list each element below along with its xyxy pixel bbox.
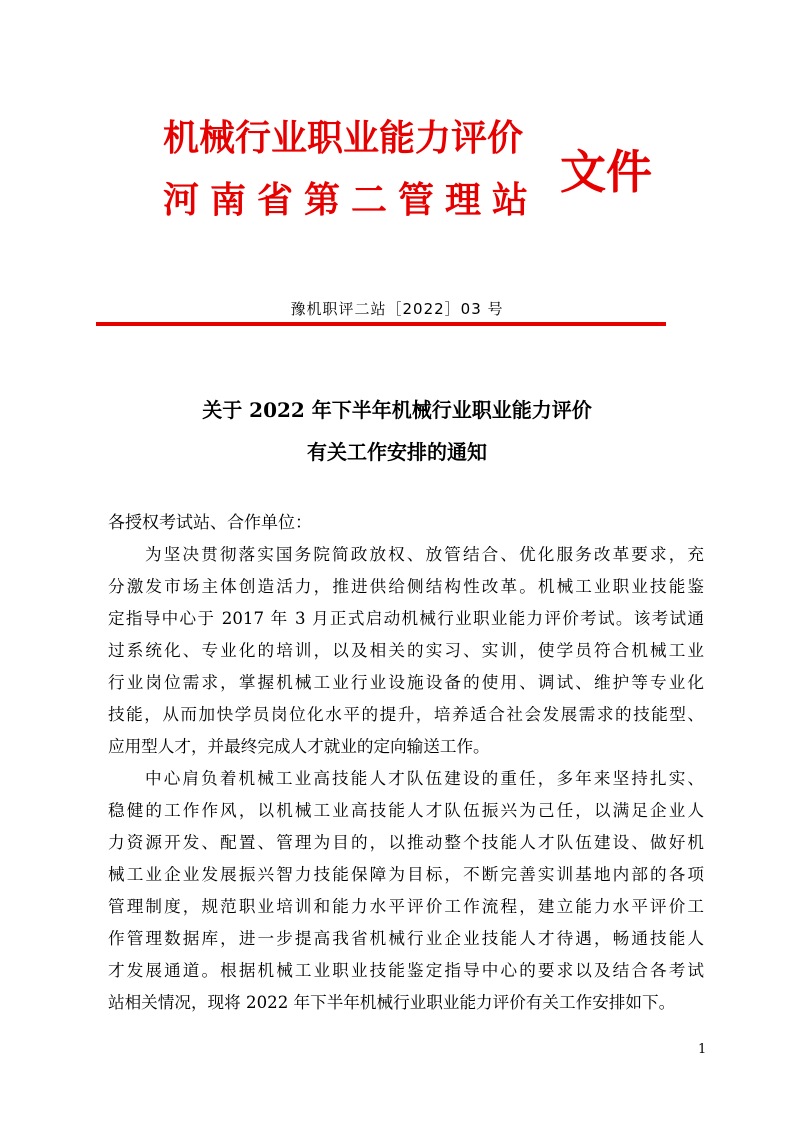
body-line: 分激发市场主体创造活力，推进供给侧结构性改革。机械工业职业技能鉴 — [108, 577, 704, 596]
header-org-line-1: 机械行业职业能力评价 — [163, 117, 524, 159]
body-line: 才发展通道。根据机械工业职业技能鉴定指导中心的要求以及结合各考试 — [108, 961, 704, 980]
body-line: 技能，从而加快学员岗位化水平的提升，培养适合社会发展需求的技能型、 — [108, 705, 704, 724]
body-line: 应用型人才，并最终完成人才就业的定向输送工作。 — [108, 737, 490, 756]
body-line: 中心肩负着机械工业高技能人才队伍建设的重任，多年来坚持扎实、 — [145, 769, 704, 788]
body-line: 管理制度，规范职业培训和能力水平评价工作流程，建立能力水平评价工 — [108, 897, 704, 916]
header-document-label: 文件 — [560, 145, 652, 199]
document-number: 豫机职评二站［2022］03 号 — [290, 300, 504, 318]
body-line: 稳健的工作作风，以机械工业高技能人才队伍振兴为己任，以满足企业人 — [108, 801, 704, 820]
body-line: 械工业企业发展振兴智力技能保障为目标，不断完善实训基地内部的各项 — [108, 865, 704, 884]
body-line: 作管理数据库，进一步提高我省机械行业企业技能人才待遇，畅通技能人 — [108, 929, 704, 948]
body-line: 定指导中心于 2017 年 3 月正式启动机械行业职业能力评价考试。该考试通 — [108, 609, 704, 628]
header-org-line-2: 河南省第二管理站 — [163, 179, 540, 221]
page-number: 1 — [698, 1042, 707, 1057]
notice-title-line-2: 有关工作安排的通知 — [307, 440, 487, 464]
body-line: 力资源开发、配置、管理为目的，以推动整个技能人才队伍建设、做好机 — [108, 833, 704, 852]
body-line: 过系统化、专业化的培训，以及相关的实习、实训，使学员符合机械工业 — [108, 641, 704, 660]
salutation: 各授权考试站、合作单位： — [108, 513, 312, 533]
body-line: 行业岗位需求，掌握机械工业行业设施设备的使用、调试、维护等专业化 — [108, 673, 704, 692]
body-line: 站相关情况，现将 2022 年下半年机械行业职业能力评价有关工作安排如下。 — [108, 993, 676, 1012]
notice-title-line-1: 关于 2022 年下半年机械行业职业能力评价 — [202, 398, 592, 422]
red-separator-rule — [96, 322, 666, 326]
body-line: 为坚决贯彻落实国务院简政放权、放管结合、优化服务改革要求，充 — [145, 545, 704, 564]
